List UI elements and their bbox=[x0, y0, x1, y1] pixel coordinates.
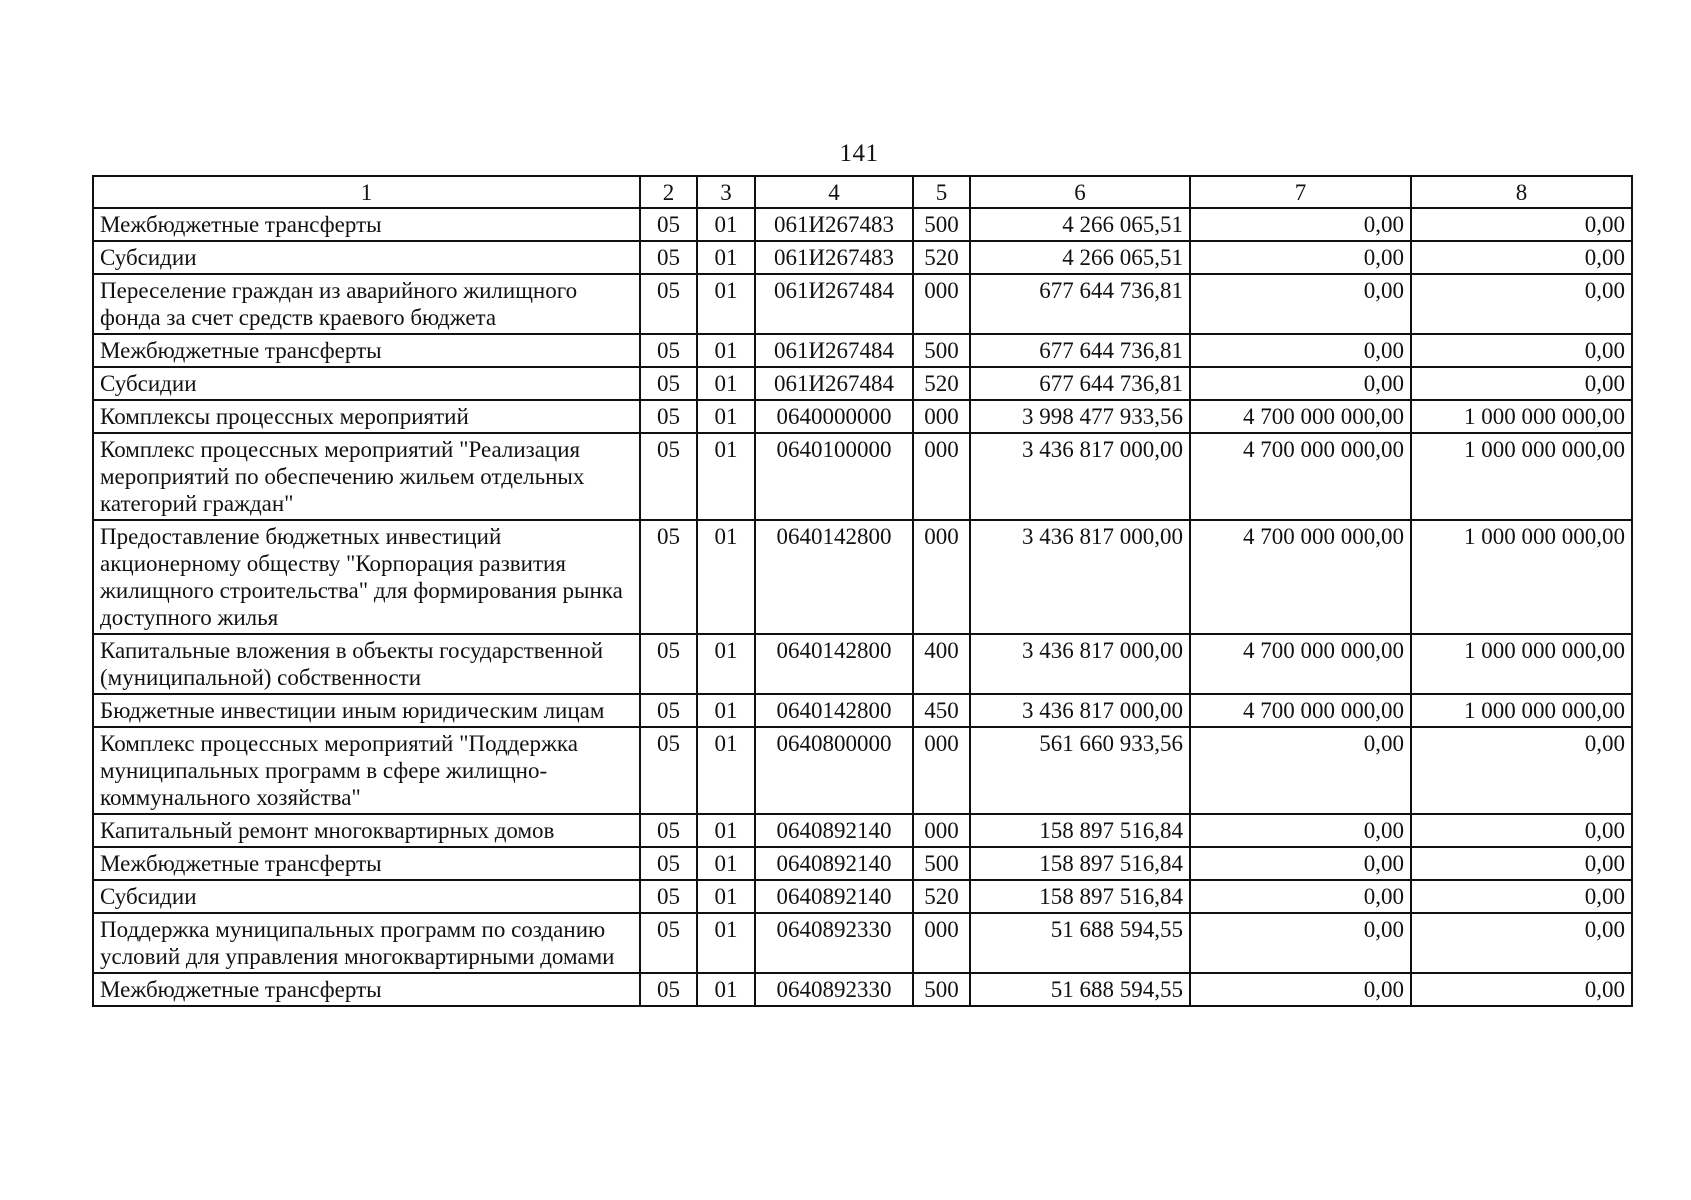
table-row bbox=[93, 913, 1632, 973]
row-target-code: 0640000000 bbox=[755, 400, 913, 433]
row-section: 05 bbox=[640, 847, 697, 880]
row-target-code: 061И267484 bbox=[755, 334, 913, 367]
row-amount-6: 4 266 065,51 bbox=[970, 208, 1190, 241]
row-name: Межбюджетные трансферты bbox=[93, 973, 640, 1006]
row-amount-8: 0,00 bbox=[1411, 367, 1632, 400]
row-name: Бюджетные инвестиции иным юридическим лицам bbox=[93, 694, 640, 727]
row-target-code: 0640142800 bbox=[755, 694, 913, 727]
row-amount-7: 0,00 bbox=[1190, 334, 1411, 367]
table-body bbox=[93, 208, 1632, 1006]
row-amount-7: 0,00 bbox=[1190, 208, 1411, 241]
row-target-code: 0640142800 bbox=[755, 520, 913, 634]
table-row bbox=[93, 880, 1632, 913]
row-name: Межбюджетные трансферты bbox=[93, 334, 640, 367]
row-amount-8: 0,00 bbox=[1411, 814, 1632, 847]
col-header-4: 4 bbox=[755, 176, 913, 208]
row-target-code: 0640892140 bbox=[755, 847, 913, 880]
row-subsection: 01 bbox=[697, 694, 755, 727]
table-row bbox=[93, 241, 1632, 274]
row-expense-type: 000 bbox=[913, 433, 970, 520]
row-expense-type: 500 bbox=[913, 973, 970, 1006]
row-amount-6: 3 436 817 000,00 bbox=[970, 634, 1190, 694]
row-subsection: 01 bbox=[697, 634, 755, 694]
row-section: 05 bbox=[640, 727, 697, 814]
row-subsection: 01 bbox=[697, 274, 755, 334]
table-row bbox=[93, 400, 1632, 433]
row-amount-8: 0,00 bbox=[1411, 847, 1632, 880]
col-header-5: 5 bbox=[913, 176, 970, 208]
row-expense-type: 520 bbox=[913, 880, 970, 913]
row-amount-8: 1 000 000 000,00 bbox=[1411, 520, 1632, 634]
row-target-code: 0640892140 bbox=[755, 880, 913, 913]
row-amount-8: 0,00 bbox=[1411, 274, 1632, 334]
col-header-1: 1 bbox=[93, 176, 640, 208]
table-row bbox=[93, 847, 1632, 880]
row-expense-type: 000 bbox=[913, 727, 970, 814]
row-amount-8: 0,00 bbox=[1411, 334, 1632, 367]
table-row bbox=[93, 367, 1632, 400]
row-amount-7: 0,00 bbox=[1190, 847, 1411, 880]
page-number: 141 bbox=[839, 140, 879, 167]
row-target-code: 0640892330 bbox=[755, 913, 913, 973]
row-section: 05 bbox=[640, 694, 697, 727]
row-amount-7: 4 700 000 000,00 bbox=[1190, 694, 1411, 727]
row-target-code: 0640892140 bbox=[755, 814, 913, 847]
row-amount-8: 0,00 bbox=[1411, 208, 1632, 241]
row-section: 05 bbox=[640, 814, 697, 847]
row-section: 05 bbox=[640, 520, 697, 634]
row-name: Межбюджетные трансферты bbox=[93, 208, 640, 241]
row-amount-7: 4 700 000 000,00 bbox=[1190, 400, 1411, 433]
col-header-8: 8 bbox=[1411, 176, 1632, 208]
row-expense-type: 400 bbox=[913, 634, 970, 694]
row-section: 05 bbox=[640, 367, 697, 400]
row-name: Комплекс процессных мероприятий "Реализация мероприятий по обеспечению жильем отдельных категорий граждан" bbox=[93, 433, 640, 520]
row-target-code: 0640892330 bbox=[755, 973, 913, 1006]
row-amount-7: 0,00 bbox=[1190, 814, 1411, 847]
row-name: Переселение граждан из аварийного жилищного фонда за счет средств краевого бюджета bbox=[93, 274, 640, 334]
table-row bbox=[93, 334, 1632, 367]
row-amount-6: 3 998 477 933,56 bbox=[970, 400, 1190, 433]
row-name: Субсидии bbox=[93, 241, 640, 274]
row-subsection: 01 bbox=[697, 334, 755, 367]
col-header-6: 6 bbox=[970, 176, 1190, 208]
table-row bbox=[93, 727, 1632, 814]
row-subsection: 01 bbox=[697, 433, 755, 520]
row-amount-6: 677 644 736,81 bbox=[970, 334, 1190, 367]
row-expense-type: 450 bbox=[913, 694, 970, 727]
row-amount-8: 0,00 bbox=[1411, 241, 1632, 274]
row-section: 05 bbox=[640, 634, 697, 694]
col-header-7: 7 bbox=[1190, 176, 1411, 208]
row-amount-6: 51 688 594,55 bbox=[970, 973, 1190, 1006]
row-subsection: 01 bbox=[697, 880, 755, 913]
row-section: 05 bbox=[640, 973, 697, 1006]
row-amount-6: 158 897 516,84 bbox=[970, 847, 1190, 880]
table-row bbox=[93, 973, 1632, 1006]
row-subsection: 01 bbox=[697, 208, 755, 241]
row-subsection: 01 bbox=[697, 367, 755, 400]
row-amount-7: 4 700 000 000,00 bbox=[1190, 433, 1411, 520]
row-subsection: 01 bbox=[697, 727, 755, 814]
row-amount-8: 0,00 bbox=[1411, 913, 1632, 973]
table-row bbox=[93, 814, 1632, 847]
table-row bbox=[93, 433, 1632, 520]
row-amount-7: 0,00 bbox=[1190, 727, 1411, 814]
row-amount-8: 0,00 bbox=[1411, 727, 1632, 814]
row-target-code: 061И267484 bbox=[755, 274, 913, 334]
row-amount-8: 1 000 000 000,00 bbox=[1411, 694, 1632, 727]
row-amount-6: 3 436 817 000,00 bbox=[970, 694, 1190, 727]
row-amount-7: 0,00 bbox=[1190, 241, 1411, 274]
row-subsection: 01 bbox=[697, 241, 755, 274]
table-row bbox=[93, 520, 1632, 634]
row-amount-6: 158 897 516,84 bbox=[970, 880, 1190, 913]
row-section: 05 bbox=[640, 274, 697, 334]
row-expense-type: 520 bbox=[913, 367, 970, 400]
row-amount-6: 3 436 817 000,00 bbox=[970, 520, 1190, 634]
col-header-2: 2 bbox=[640, 176, 697, 208]
row-name: Межбюджетные трансферты bbox=[93, 847, 640, 880]
row-amount-8: 0,00 bbox=[1411, 880, 1632, 913]
row-amount-8: 1 000 000 000,00 bbox=[1411, 400, 1632, 433]
budget-table bbox=[92, 175, 1633, 1007]
row-subsection: 01 bbox=[697, 847, 755, 880]
row-amount-6: 561 660 933,56 bbox=[970, 727, 1190, 814]
table-row bbox=[93, 634, 1632, 694]
row-amount-6: 677 644 736,81 bbox=[970, 274, 1190, 334]
row-amount-7: 0,00 bbox=[1190, 973, 1411, 1006]
row-subsection: 01 bbox=[697, 814, 755, 847]
row-amount-6: 677 644 736,81 bbox=[970, 367, 1190, 400]
row-section: 05 bbox=[640, 433, 697, 520]
row-subsection: 01 bbox=[697, 400, 755, 433]
row-subsection: 01 bbox=[697, 913, 755, 973]
header-row bbox=[93, 176, 1632, 208]
row-target-code: 0640142800 bbox=[755, 634, 913, 694]
row-target-code: 0640800000 bbox=[755, 727, 913, 814]
row-amount-8: 0,00 bbox=[1411, 973, 1632, 1006]
table-row bbox=[93, 694, 1632, 727]
row-section: 05 bbox=[640, 208, 697, 241]
row-expense-type: 000 bbox=[913, 400, 970, 433]
row-subsection: 01 bbox=[697, 973, 755, 1006]
row-target-code: 061И267483 bbox=[755, 208, 913, 241]
row-name: Поддержка муниципальных программ по созданию условий для управления многоквартирными домами bbox=[93, 913, 640, 973]
row-amount-6: 4 266 065,51 bbox=[970, 241, 1190, 274]
row-target-code: 0640100000 bbox=[755, 433, 913, 520]
row-expense-type: 520 bbox=[913, 241, 970, 274]
row-name: Капитальный ремонт многоквартирных домов bbox=[93, 814, 640, 847]
row-expense-type: 000 bbox=[913, 274, 970, 334]
row-expense-type: 000 bbox=[913, 913, 970, 973]
row-amount-7: 4 700 000 000,00 bbox=[1190, 520, 1411, 634]
row-target-code: 061И267484 bbox=[755, 367, 913, 400]
row-name: Предоставление бюджетных инвестиций акционерному обществу "Корпорация развития жилищного строительства" для формирования рынка доступного жилья bbox=[93, 520, 640, 634]
row-section: 05 bbox=[640, 880, 697, 913]
row-section: 05 bbox=[640, 334, 697, 367]
col-header-3: 3 bbox=[697, 176, 755, 208]
row-expense-type: 500 bbox=[913, 334, 970, 367]
row-amount-7: 0,00 bbox=[1190, 880, 1411, 913]
row-subsection: 01 bbox=[697, 520, 755, 634]
row-section: 05 bbox=[640, 241, 697, 274]
row-amount-7: 0,00 bbox=[1190, 913, 1411, 973]
row-expense-type: 500 bbox=[913, 208, 970, 241]
table-row bbox=[93, 274, 1632, 334]
row-amount-7: 0,00 bbox=[1190, 367, 1411, 400]
row-amount-7: 4 700 000 000,00 bbox=[1190, 634, 1411, 694]
row-amount-6: 51 688 594,55 bbox=[970, 913, 1190, 973]
row-section: 05 bbox=[640, 913, 697, 973]
table-row bbox=[93, 208, 1632, 241]
row-amount-6: 3 436 817 000,00 bbox=[970, 433, 1190, 520]
row-expense-type: 500 bbox=[913, 847, 970, 880]
row-name: Субсидии bbox=[93, 367, 640, 400]
row-expense-type: 000 bbox=[913, 520, 970, 634]
row-name: Субсидии bbox=[93, 880, 640, 913]
row-name: Капитальные вложения в объекты государственной (муниципальной) собственности bbox=[93, 634, 640, 694]
row-name: Комплексы процессных мероприятий bbox=[93, 400, 640, 433]
row-target-code: 061И267483 bbox=[755, 241, 913, 274]
row-expense-type: 000 bbox=[913, 814, 970, 847]
row-amount-7: 0,00 bbox=[1190, 274, 1411, 334]
row-name: Комплекс процессных мероприятий "Поддержка муниципальных программ в сфере жилищно-коммунального хозяйства" bbox=[93, 727, 640, 814]
row-section: 05 bbox=[640, 400, 697, 433]
row-amount-8: 1 000 000 000,00 bbox=[1411, 433, 1632, 520]
row-amount-6: 158 897 516,84 bbox=[970, 814, 1190, 847]
row-amount-8: 1 000 000 000,00 bbox=[1411, 634, 1632, 694]
